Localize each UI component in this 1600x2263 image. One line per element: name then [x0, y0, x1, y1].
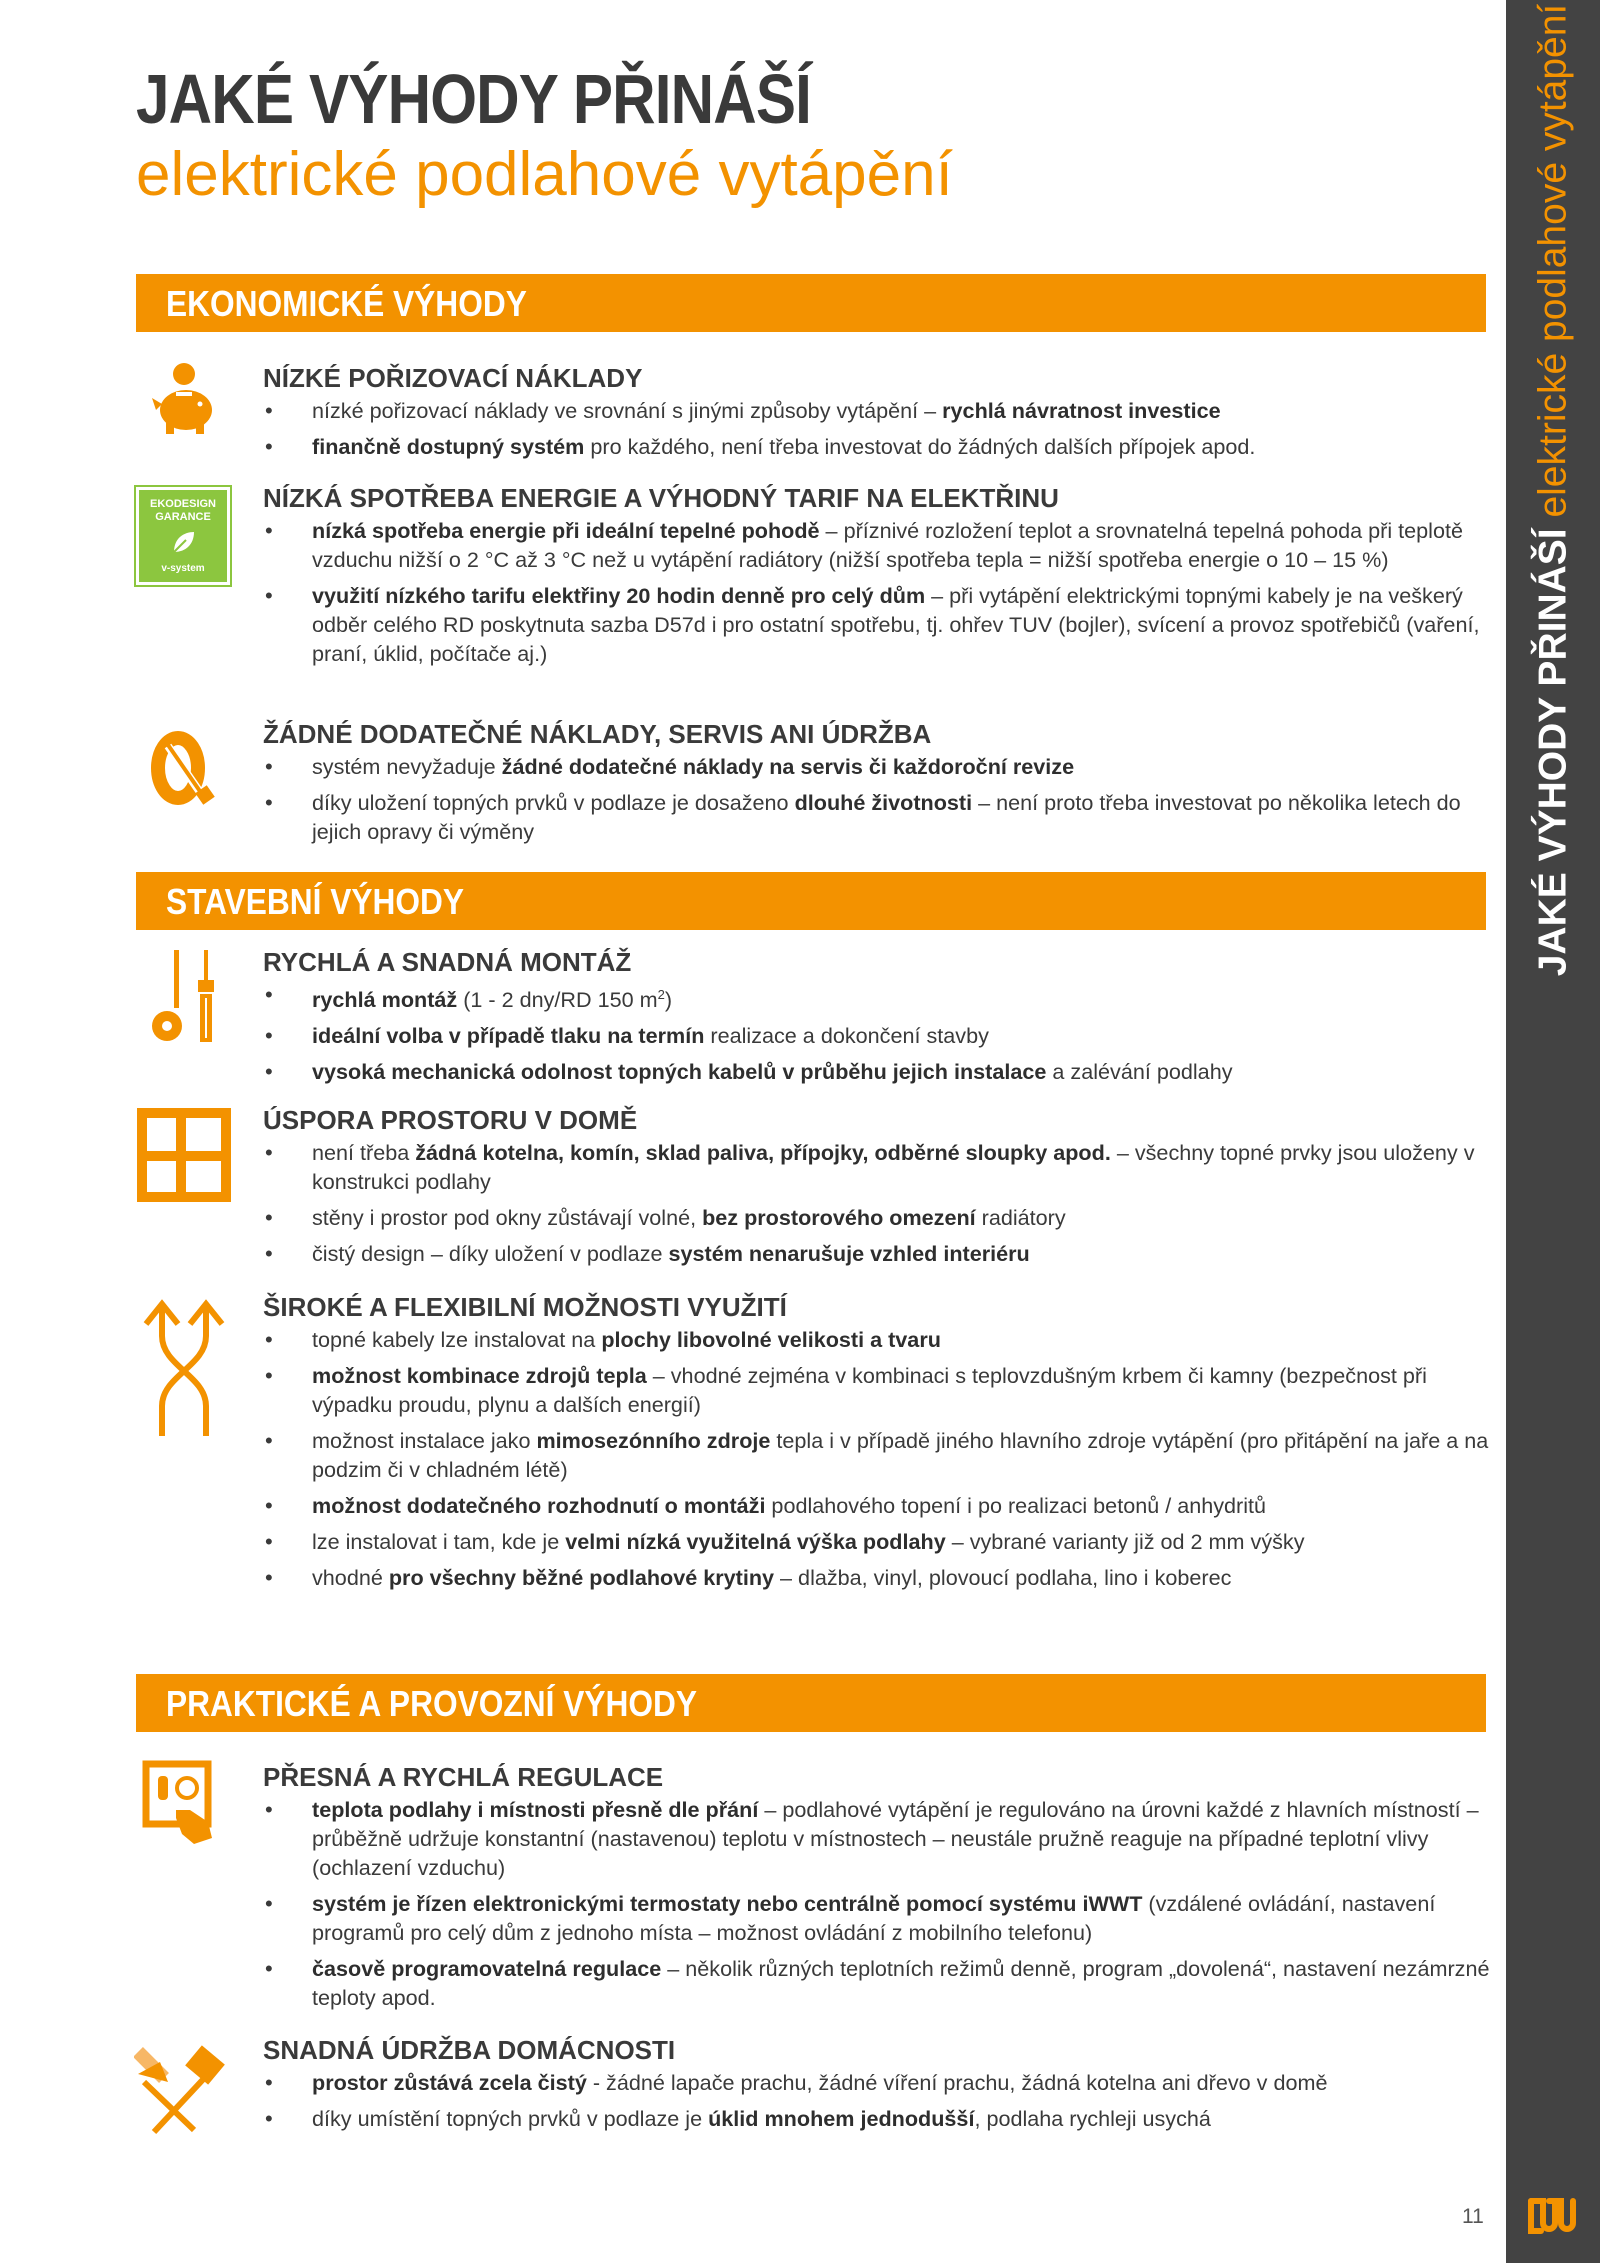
section-flexible-use [263, 1291, 1493, 1599]
bold-text: vysoká mechanická odolnost topných kabelů v průběhu jejich instalace [312, 1059, 1047, 1085]
bullet-list [263, 752, 1493, 846]
badge-line1: EKODESIGN [149, 498, 216, 510]
bullet-list [263, 980, 1493, 1086]
bold-text: bez prostorového omezení [702, 1205, 976, 1230]
bold-text: systém nenarušuje vzhled interiéru [668, 1241, 1030, 1266]
body-text: možnost instalace jako [312, 1428, 537, 1453]
section-easy-maintenance [263, 2034, 1493, 2140]
bold-text: možnost dodatečného rozhodnutí o montáži [312, 1493, 766, 1518]
section-regulation [263, 1761, 1493, 2019]
bullet-list [263, 2068, 1493, 2133]
list-item [263, 581, 1493, 668]
body-text: není třeba [312, 1140, 416, 1165]
body-text: – není proto třeba investovat po několika letech do jejich opravy či výměny [312, 790, 1461, 844]
bold-text: využití nízkého tarifu elektřiny 20 hodin denně pro celý dům [312, 583, 926, 608]
bold-text: nízká spotřeba energie při ideální tepelné pohodě [312, 518, 820, 543]
list-item [263, 1325, 1493, 1354]
badge-line2: GARANCE [155, 511, 211, 523]
sidebar-title [1531, 3, 1575, 977]
body-text: realizace a dokončení stavby [704, 1023, 989, 1049]
ekodesign-badge [136, 487, 230, 585]
band-economic [136, 274, 1486, 332]
bold-text: ideální volba v případě tlaku na termín [312, 1023, 705, 1049]
list-item [263, 1954, 1493, 2012]
body-text: – dlažba, vinyl, plovoucí podlaha, lino i koberec [774, 1565, 1232, 1590]
bold-text: pro všechny běžné podlahové krytiny [388, 1565, 775, 1590]
body-text: – všechny topné prvky jsou uloženy v konstrukci podlahy [312, 1140, 1475, 1194]
body-text: a zalévání podlahy [1046, 1059, 1233, 1085]
list-item [263, 396, 1493, 425]
section-title: RYCHLÁ A SNADNÁ MONTÁŽ [263, 947, 632, 977]
body-text: – vybrané varianty již od 2 mm výšky [945, 1529, 1305, 1554]
section-title: NÍZKÉ POŘIZOVACÍ NÁKLADY [263, 363, 643, 393]
list-item [263, 1138, 1493, 1196]
bold-text: dlouhé životnosti [794, 790, 973, 815]
section-title: ŠIROKÉ A FLEXIBILNÍ MOŽNOSTI VYUŽITÍ [263, 1292, 787, 1322]
body-text: (vzdálené ovládání, nastavení programů pro celý dům z jednoho místa – možnost ovládání z mobilního telefonu) [312, 1891, 1436, 1945]
section-low-energy [263, 482, 1493, 675]
bold-text: mimosezónního zdroje [536, 1428, 771, 1453]
bold-text: žádné dodatečné náklady na servis či každoroční revize [501, 754, 1075, 779]
bold-text: velmi nízká využitelná výška podlahy [565, 1529, 946, 1554]
list-item [263, 1563, 1493, 1592]
body-text: podlahového topení i po realizaci betonů / anhydritů [765, 1493, 1267, 1518]
bold-text: žádná kotelna, komín, sklad paliva, přípojky, odběrné sloupky apod. [415, 1140, 1111, 1165]
bullet-list [263, 516, 1493, 668]
section-title: SNADNÁ ÚDRŽBA DOMÁCNOSTI [263, 2035, 676, 2065]
superscript-text: 2 [657, 987, 665, 1002]
body-text: , podlaha rychleji usychá [974, 2106, 1211, 2131]
list-item [263, 980, 1493, 1014]
body-text: – příznivé rozložení teplot a srovnatelná tepelná pohoda při teplotě vzduchu nižší o 2 °C až 3 °C než u vytápění radiátory (nižší spotřeba tepla = nižší spotřeba energie o 10 – 15 %) [312, 518, 1463, 572]
brand-logo-icon [1527, 2195, 1577, 2239]
body-text: – několik různých teplotních režimů denně, program „dovolená“, nastavení nezámrzné teploty apod. [312, 1956, 1490, 2010]
section-no-extra-cost [263, 718, 1493, 853]
list-item [263, 1361, 1493, 1419]
list-item [263, 2104, 1493, 2133]
body-text: – podlahové vytápění je regulováno na úrovni každé z hlavních místností – průběžně udržuje konstantní (nastavenou) teplotu v místnostech – neustále pružně reaguje na případné teplotní vlivy (ochlazení vzduchu) [312, 1797, 1479, 1880]
body-text: tepla i v případě jiného hlavního zdroje vytápění (pro přitápění na jaře a na podzim či v chladném létě) [312, 1428, 1489, 1482]
body-text: topné kabely lze instalovat na [312, 1327, 602, 1352]
section-quick-install [263, 946, 1493, 1093]
body-text: radiátory [975, 1205, 1066, 1230]
list-item [263, 516, 1493, 574]
bold-text: rychlá návratnost investice [942, 398, 1221, 423]
body-text: (1 - 2 dny/RD 150 m [457, 987, 658, 1013]
list-item [263, 1239, 1493, 1268]
section-title: ÚSPORA PROSTORU V DOMĚ [263, 1105, 638, 1135]
bold-text: možnost kombinace zdrojů tepla [312, 1363, 647, 1388]
thermostat-hand-icon [142, 1760, 222, 1846]
list-item [263, 1021, 1493, 1050]
body-text: systém nevyžaduje [312, 754, 502, 779]
body-text: - žádné lapače prachu, žádné víření prachu, žádná kotelna ani dřevo v domě [586, 2070, 1328, 2095]
bold-text: finančně dostupný systém [312, 434, 585, 459]
body-text: – při vytápění elektrickými topnými kabely je na veškerý odběr celého RD poskytnuta sazba D57d i pro ostatní spotřebu, tj. ohřev TUV (bojler), svícení a provoz spotřebičů (vaření, praní, úklid, počítače aj.) [312, 583, 1480, 666]
tools-icon [150, 950, 222, 1044]
page-number: 11 [1462, 2205, 1484, 2228]
section-title: PŘESNÁ A RYCHLÁ REGULACE [263, 1762, 664, 1792]
bold-text: systém je řízen elektronickými termostaty nebo centrálně pomocí systému iWWT [312, 1891, 1143, 1916]
body-text: díky umístění topných prvků v podlaze je [312, 2106, 709, 2131]
sidebar-title-bold: JAKÉ VÝHODY PŘINÁŠÍ [1531, 528, 1575, 977]
list-item [263, 1203, 1493, 1232]
band-building-label: STAVEBNÍ VÝHODY [166, 881, 465, 922]
bold-text: prostor zůstává zcela čistý [312, 2070, 587, 2095]
bold-text: časově programovatelná regulace [312, 1956, 662, 1981]
list-item [263, 2068, 1493, 2097]
section-space-saving [263, 1104, 1493, 1275]
list-item [263, 1527, 1493, 1556]
bold-text: teplota podlahy i místnosti přesně dle přání [312, 1797, 759, 1822]
no-service-wrench-icon [146, 726, 222, 806]
band-practical-label: PRAKTICKÉ A PROVOZNÍ VÝHODY [166, 1683, 697, 1724]
piggy-bank-icon [148, 360, 220, 440]
bullet-list [263, 1795, 1493, 2012]
bullet-list [263, 1325, 1493, 1592]
window-icon [136, 1107, 232, 1203]
crossing-arrows-icon [136, 1296, 232, 1436]
list-item [263, 788, 1493, 846]
page-title: JAKÉ VÝHODY PŘINÁŠÍ [136, 60, 812, 138]
bullet-list [263, 1138, 1493, 1268]
bullet-list [263, 396, 1493, 461]
body-text: nízké pořizovací náklady ve srovnání s jinými způsoby vytápění – [312, 398, 943, 423]
page-subtitle: elektrické podlahové vytápění [136, 140, 953, 209]
leaf-icon [168, 528, 198, 558]
band-economic-label: EKONOMICKÉ VÝHODY [166, 283, 527, 324]
list-item [263, 1426, 1493, 1484]
bold-text: úklid mnohem jednodušší [708, 2106, 975, 2131]
body-text: – vhodné zejména v kombinaci s teplovzdušným krbem či kamny (bezpečnost při výpadku proudu, plynu a dalších energií) [312, 1363, 1427, 1417]
section-low-cost [263, 362, 1493, 468]
body-text: díky uložení topných prvků v podlaze je dosaženo [312, 790, 795, 815]
body-text: pro každého, není třeba investovat do žádných dalších přípojek apod. [584, 434, 1256, 459]
body-text: ) [664, 987, 673, 1013]
list-item [263, 752, 1493, 781]
list-item [263, 1491, 1493, 1520]
band-practical [136, 1674, 1486, 1732]
section-title: NÍZKÁ SPOTŘEBA ENERGIE A VÝHODNÝ TARIF NA ELEKTŘINU [263, 483, 1059, 513]
body-text: vhodné [312, 1565, 389, 1590]
section-title: ŽÁDNÉ DODATEČNÉ NÁKLADY, SERVIS ANI ÚDRŽBA [263, 719, 932, 749]
body-text: stěny i prostor pod okny zůstávají volné, [312, 1205, 703, 1230]
list-item [263, 432, 1493, 461]
band-building [136, 872, 1486, 930]
bold-text: plochy libovolné velikosti a tvaru [601, 1327, 941, 1352]
list-item [263, 1057, 1493, 1086]
body-text: lze instalovat i tam, kde je [312, 1529, 566, 1554]
bold-text: rychlá montáž [312, 987, 458, 1013]
badge-brand: v-system [161, 563, 205, 574]
body-text: čistý design – díky uložení v podlaze [312, 1241, 669, 1266]
list-item [263, 1889, 1493, 1947]
list-item [263, 1795, 1493, 1882]
sidebar-title-light: elektrické podlahové vytápění [1531, 3, 1575, 529]
cleaning-tools-icon [134, 2044, 230, 2136]
